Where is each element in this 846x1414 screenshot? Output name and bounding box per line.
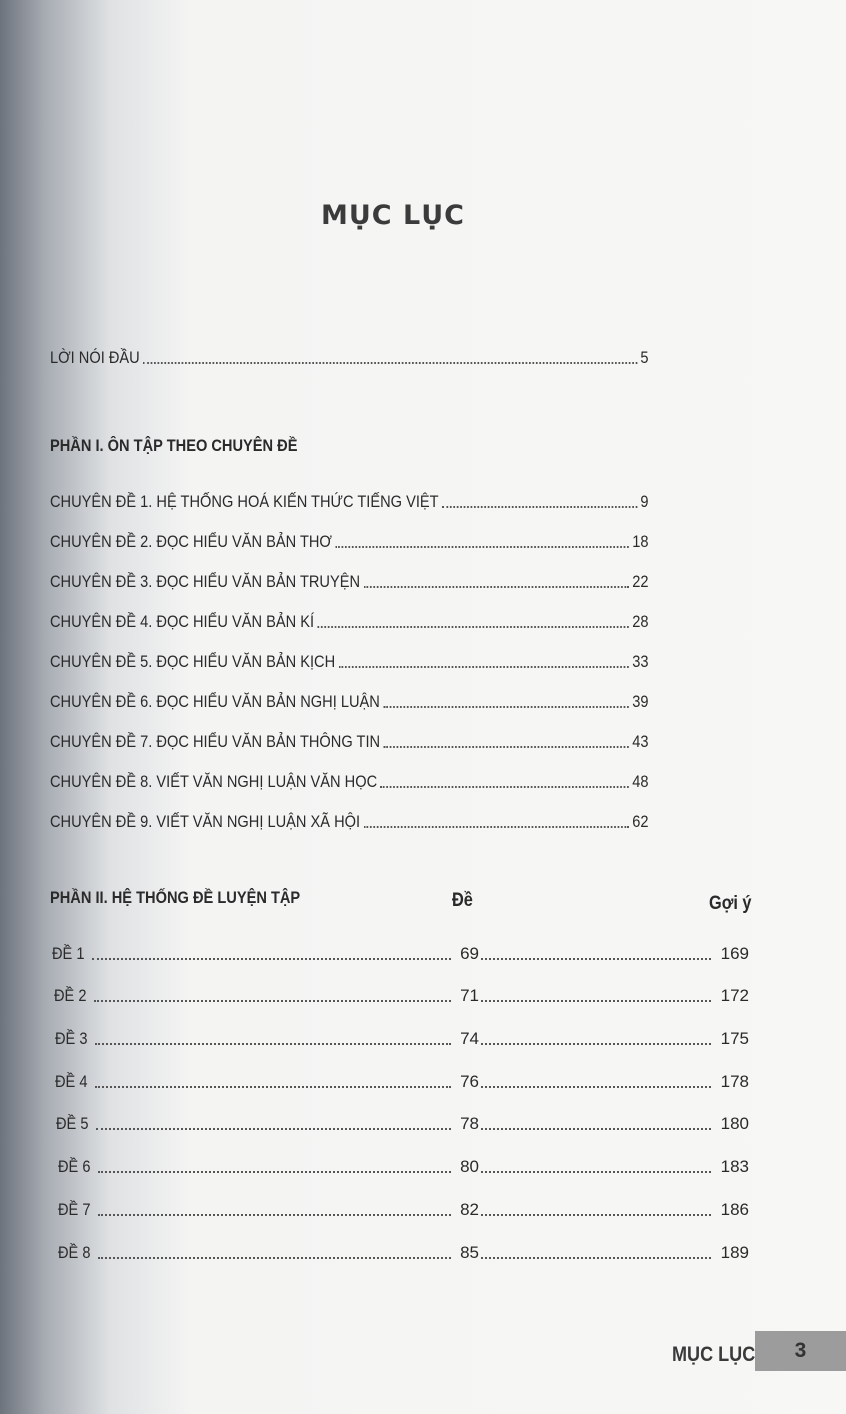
dot-leader [442,506,637,508]
toc-row-chuyen-de-6[interactable] [50,686,649,712]
goi-y-page: 178 [720,1072,749,1091]
de-page: 76 [460,1072,479,1091]
toc-label: ĐỀ 8 [58,1243,91,1262]
goi-y-segment [479,1114,749,1134]
toc-label: ĐỀ 3 [55,1029,88,1048]
de-page: 85 [460,1243,479,1262]
toc-label: CHUYÊN ĐỀ 4. ĐỌC HIỂU VĂN BẢN KÍ [50,612,315,631]
dot-leader [95,1043,451,1045]
de-segment [55,1072,479,1092]
dot-leader [94,1000,451,1002]
de-page: 80 [460,1157,479,1176]
de-segment [54,986,479,1006]
toc-row-de-4[interactable] [55,1066,749,1092]
dot-leader [481,1214,711,1216]
goi-y-segment [479,1029,749,1049]
toc-label: CHUYÊN ĐỀ 9. VIẾT VĂN NGHỊ LUẬN XÃ HỘI [50,812,361,831]
toc-page: 62 [632,812,649,831]
toc-row-chuyen-de-4[interactable] [50,606,649,632]
goi-y-segment [479,1157,749,1177]
toc-page: 28 [632,612,649,631]
toc-label: CHUYÊN ĐỀ 3. ĐỌC HIỂU VĂN BẢN TRUYỆN [50,572,361,591]
dot-leader [381,786,629,788]
dot-leader [92,958,451,960]
dot-leader [481,958,711,960]
toc-row-chuyen-de-7[interactable] [50,726,649,752]
de-segment [58,1243,479,1263]
dot-leader [96,1128,451,1130]
goi-y-page: 183 [720,1157,749,1176]
toc-label: CHUYÊN ĐỀ 8. VIẾT VĂN NGHỊ LUẬN VĂN HỌC [50,772,378,791]
dot-leader [364,826,629,828]
dot-leader [481,1086,711,1088]
toc-row-chuyen-de-2[interactable] [50,526,649,552]
de-segment [52,944,479,964]
toc-label: CHUYÊN ĐỀ 1. HỆ THỐNG HOÁ KIẾN THỨC TIẾNG VIỆT [50,492,439,511]
toc-label: ĐỀ 4 [55,1072,88,1091]
dot-leader [481,1128,711,1130]
toc-label: CHUYÊN ĐỀ 7. ĐỌC HIỂU VĂN BẢN THÔNG TIN [50,732,381,751]
goi-y-page: 180 [720,1114,749,1133]
dot-leader [481,1257,711,1259]
column-header-goi-y: Gợi ý [709,893,752,914]
dot-leader [98,1214,451,1216]
page-number-box [755,1331,846,1371]
toc-row-de-7[interactable] [58,1194,749,1220]
toc-row-de-8[interactable] [58,1237,749,1263]
toc-label: LỜI NÓI ĐẦU [50,348,140,367]
de-segment [58,1200,479,1220]
dot-leader [143,362,637,364]
de-page: 82 [460,1200,479,1219]
toc-row-chuyen-de-1[interactable] [50,486,649,512]
goi-y-segment [479,1072,749,1092]
toc-row-chuyen-de-9[interactable] [50,806,649,832]
toc-page: 18 [632,532,649,551]
toc-label: CHUYÊN ĐỀ 2. ĐỌC HIỂU VĂN BẢN THƠ [50,532,332,551]
footer-section-label: MỤC LỤC [672,1343,756,1366]
toc-row-de-1[interactable] [52,938,749,964]
goi-y-segment [479,944,749,964]
dot-leader [98,1171,451,1173]
toc-label: CHUYÊN ĐỀ 5. ĐỌC HIỂU VĂN BẢN KỊCH [50,652,336,671]
dot-leader [98,1257,451,1259]
goi-y-page: 172 [720,986,749,1005]
goi-y-page: 186 [720,1200,749,1219]
toc-row-preface[interactable] [50,342,649,368]
toc-page: 9 [640,492,649,511]
toc-label: ĐỀ 6 [58,1157,91,1176]
de-segment [55,1029,479,1049]
dot-leader [317,626,628,628]
toc-row-chuyen-de-5[interactable] [50,646,649,672]
goi-y-page: 175 [720,1029,749,1048]
de-page: 74 [460,1029,479,1048]
goi-y-page: 169 [720,944,749,963]
toc-label: CHUYÊN ĐỀ 6. ĐỌC HIỂU VĂN BẢN NGHỊ LUẬN [50,692,380,711]
de-segment [56,1114,479,1134]
de-page: 69 [460,944,479,963]
dot-leader [383,706,629,708]
dot-leader [363,586,628,588]
toc-label: ĐỀ 1 [52,944,85,963]
toc-row-de-6[interactable] [58,1151,749,1177]
toc-row-de-2[interactable] [54,980,749,1006]
dot-leader [481,1171,711,1173]
dot-leader [339,666,629,668]
toc-label: ĐỀ 2 [54,986,87,1005]
dot-leader [481,1000,711,1002]
goi-y-segment [479,986,749,1006]
dot-leader [335,546,628,548]
toc-row-chuyen-de-8[interactable] [50,766,649,792]
toc-page: 43 [632,732,649,751]
toc-row-de-5[interactable] [56,1108,749,1134]
part2-heading: PHẦN II. HỆ THỐNG ĐỀ LUYỆN TẬP [50,888,301,907]
column-header-de: Đề [452,890,473,911]
toc-page: 5 [640,348,649,367]
page-title: MỤC LỤC [321,200,465,231]
de-segment [58,1157,479,1177]
toc-page: 22 [632,572,649,591]
toc-row-chuyen-de-3[interactable] [50,566,649,592]
goi-y-segment [479,1200,749,1220]
de-page: 78 [460,1114,479,1133]
toc-label: ĐỀ 5 [56,1114,89,1133]
part1-heading: PHẦN I. ÔN TẬP THEO CHUYÊN ĐỀ [50,436,298,455]
page-number: 3 [794,1339,807,1362]
toc-row-de-3[interactable] [55,1023,749,1049]
toc-page: 39 [632,692,649,711]
toc-page: 33 [632,652,649,671]
toc-page: 48 [632,772,649,791]
goi-y-segment [479,1243,749,1263]
dot-leader [95,1086,451,1088]
toc-label: ĐỀ 7 [58,1200,91,1219]
de-page: 71 [460,986,479,1005]
dot-leader [384,746,629,748]
goi-y-page: 189 [720,1243,749,1262]
dot-leader [481,1043,711,1045]
